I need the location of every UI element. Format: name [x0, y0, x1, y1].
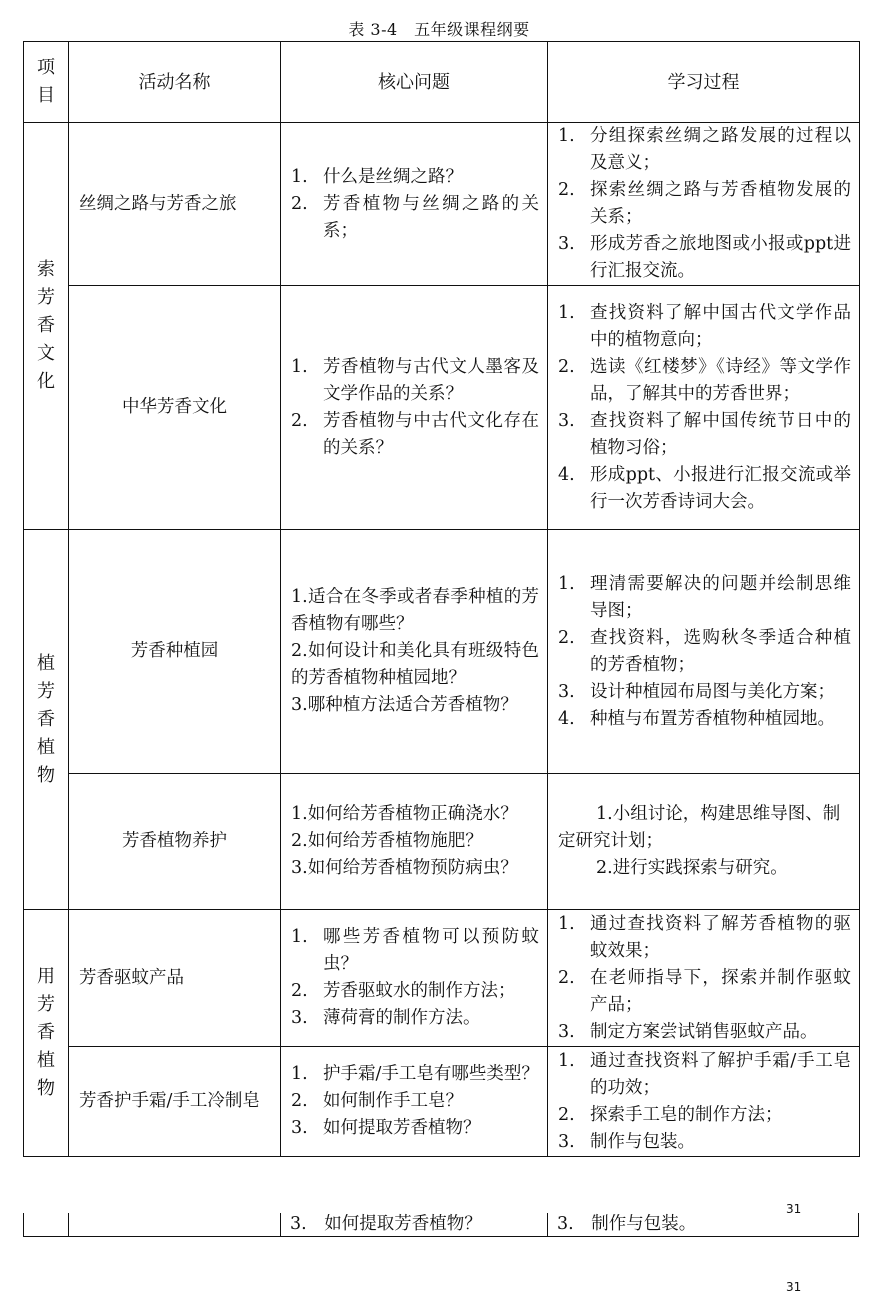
- activity-name: 芳香植物养护: [69, 774, 281, 910]
- table-row: [24, 774, 860, 910]
- table-row: [24, 910, 860, 1047]
- header-questions: 核心问题: [281, 42, 548, 123]
- project-cell: 用 芳 香 植 物: [24, 910, 69, 1157]
- learning-process: 1.小组讨论，构建思维导图、制定研究计划； 2.进行实践探索与研究。: [548, 774, 860, 910]
- header-activity: 活动名称: [69, 42, 281, 123]
- core-questions: 1.适合在冬季或者春季种植的芳香植物有哪些？ 2.如何设计和美化具有班级特色的芳香植物种植园地？ 3.哪种植方法适合芳香植物？: [281, 530, 548, 774]
- learning-process: 1. 查找资料了解中国古代文学作品中的植物意向； 2. 选读《红楼梦》《诗经》等文学作品，了解其中的芳香世界； 3. 查找资料了解中国传统节日中的植物习俗； 4. 形成ppt、小报进行汇报交流或举行一次芳香诗词大会。: [548, 286, 860, 530]
- strip-border: [547, 1213, 548, 1236]
- core-questions: 1. 哪些芳香植物可以预防蚊虫？ 2. 芳香驱蚊水的制作方法； 3. 薄荷膏的制作方法。: [281, 910, 548, 1047]
- learning-process: 1. 分组探索丝绸之路发展的过程以及意义； 2. 探索丝绸之路与芳香植物发展的关系； 3. 形成芳香之旅地图或小报或ppt进行汇报交流。: [548, 123, 860, 286]
- activity-name: 芳香护手霜/手工冷制皂: [69, 1047, 281, 1157]
- table-row: [24, 530, 860, 774]
- header-project: [24, 42, 69, 123]
- header-row: [24, 42, 860, 123]
- project-cell: 植 芳 香 植 物: [24, 530, 69, 910]
- page-number-duplicate: 31: [786, 1280, 802, 1294]
- strip-border: [23, 1213, 24, 1236]
- table-row: [24, 1047, 860, 1157]
- header-project-1: 项: [37, 57, 55, 78]
- learning-process: 1. 通过查找资料了解护手霜/手工皂的功效； 2. 探索手工皂的制作方法； 3. 制作与包装。: [548, 1047, 860, 1157]
- strip-border: [858, 1213, 859, 1236]
- activity-name: 芳香种植园: [69, 530, 281, 774]
- header-project-2: 目: [37, 85, 55, 106]
- page-number: 31: [786, 1202, 802, 1216]
- core-questions: 1.如何给芳香植物正确浇水？ 2.如何给芳香植物施肥？ 3.如何给芳香植物预防病虫？: [281, 774, 548, 910]
- activity-name: 芳香驱蚊产品: [69, 910, 281, 1047]
- activity-name: 中华芳香文化: [69, 286, 281, 530]
- learning-process: 1. 通过查找资料了解芳香植物的驱蚊效果； 2. 在老师指导下，探索并制作驱蚊产品； 3. 制定方案尝试销售驱蚊产品。: [548, 910, 860, 1047]
- strip-border: [68, 1213, 69, 1236]
- learning-process: 1. 理清需要解决的问题并绘制思维导图； 2. 查找资料，选购秋冬季适合种植的芳香植物； 3. 设计种植园布局图与美化方案； 4. 种植与布置芳香植物种植园地。: [548, 530, 860, 774]
- core-questions: 1. 护手霜/手工皂有哪些类型？ 2. 如何制作手工皂？ 3. 如何提取芳香植物？: [281, 1047, 548, 1157]
- table-row: [24, 123, 860, 286]
- table-row: [24, 286, 860, 530]
- core-questions: 1. 什么是丝绸之路？ 2. 芳香植物与丝绸之路的关系；: [281, 123, 548, 286]
- strip-border: [280, 1213, 281, 1236]
- course-outline-table: [23, 41, 860, 1157]
- project-cell: 索 芳 香 文 化: [24, 123, 69, 530]
- table-caption: 表 3-4 五年级课程纲要: [348, 20, 530, 39]
- activity-name: 丝绸之路与芳香之旅: [69, 123, 281, 286]
- strip-process: 3. 制作与包装。: [557, 1214, 697, 1234]
- duplicated-table-strip: [23, 1213, 859, 1237]
- core-questions: 1. 芳香植物与古代文人墨客及文学作品的关系？ 2. 芳香植物与中古代文化存在的关系？: [281, 286, 548, 530]
- strip-question: 3. 如何提取芳香植物？: [290, 1214, 482, 1234]
- header-process: 学习过程: [548, 42, 860, 123]
